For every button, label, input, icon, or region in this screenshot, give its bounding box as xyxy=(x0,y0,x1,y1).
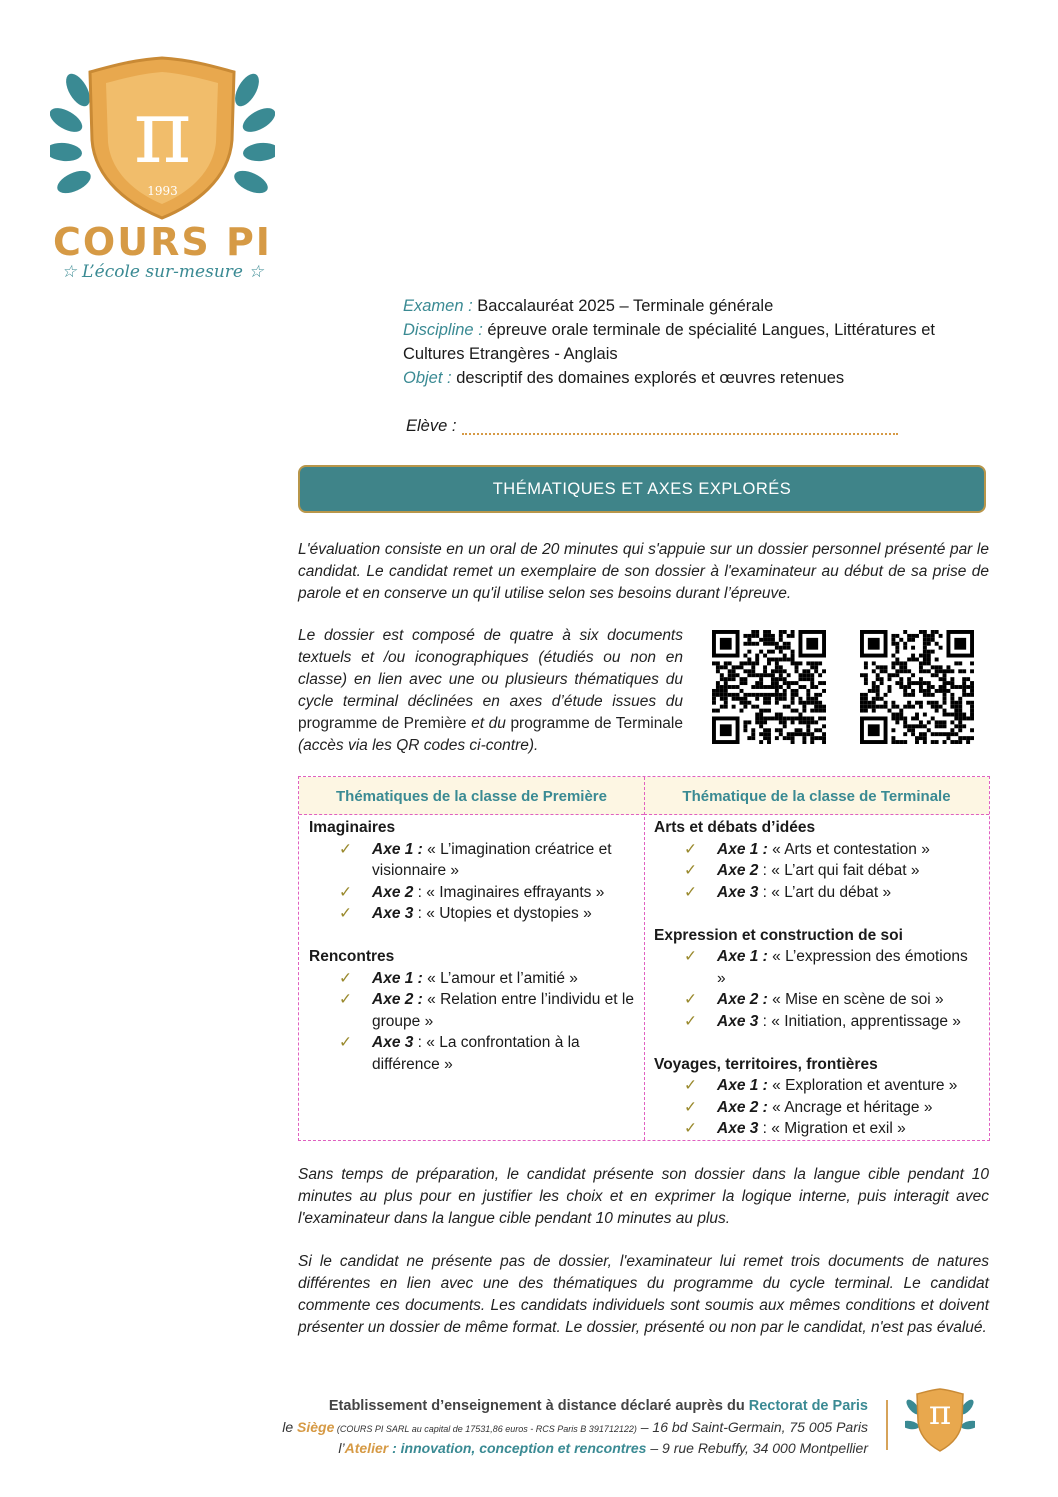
no-dossier-paragraph: Si le candidat ne présente pas de dossier, l'examinateur lui remet trois documents de natures différentes en lien avec une des thématiques du programme du cycle terminal. Le candidat commente ces documents. Les candidats individuels sont soumis aux mêmes conditions et doivent présenter un dossier de même format. Le dossier, présenté ou non par le candidat, n'est pas évalué. xyxy=(298,1253,989,1336)
discipline-value-1: épreuve orale terminale de spécialité Langues, Littératures et xyxy=(487,321,935,339)
object-value: descriptif des domaines explorés et œuvres retenues xyxy=(456,369,845,387)
check-icon: ✓ xyxy=(339,883,352,901)
premiere-column xyxy=(309,817,634,1075)
check-icon: ✓ xyxy=(684,948,697,965)
object-line xyxy=(403,366,844,390)
footer-text: le xyxy=(282,1419,297,1435)
siege-label: Siège xyxy=(297,1419,335,1435)
check-icon: ✓ xyxy=(339,969,352,987)
discipline-line xyxy=(403,318,935,342)
rectorat-label: Rectorat de Paris xyxy=(748,1398,868,1414)
presentation-paragraph: Sans temps de préparation, le candidat présente son dossier dans la langue cible pendant 10 minutes au plus pour en justifier les choix et en exprimer la logique interne, puis interagit avec l'examinateur dans la langue cible pendant 10 minutes au plus. xyxy=(298,1166,989,1227)
theme-title: Imaginaires xyxy=(309,819,396,836)
footer-line-3 xyxy=(338,1438,868,1458)
atelier-description: : innovation, conception et rencontres xyxy=(388,1440,647,1456)
footer-divider xyxy=(886,1400,888,1450)
dossier-paragraph xyxy=(298,625,683,757)
legal-info: (COURS PI SARL au capital de 17531,86 euros - RCS Paris B 391712122) xyxy=(334,1424,637,1434)
column-divider xyxy=(644,777,645,1140)
axe-item: ✓ Axe 2 : « L’art qui fait débat » xyxy=(654,860,979,882)
theme-title: Arts et débats d’idées xyxy=(654,819,816,836)
themes-table xyxy=(298,776,990,1141)
dossier-text-2: et du xyxy=(466,715,511,732)
theme-title: Voyages, territoires, frontières xyxy=(654,1055,878,1073)
object-label: Objet : xyxy=(403,369,452,387)
logo-year: 1993 xyxy=(147,184,178,198)
qr-code-premiere[interactable] xyxy=(712,630,826,744)
check-icon: ✓ xyxy=(339,905,352,922)
axe-item: ✓ Axe 1 : « L’imagination créatrice et visionnaire » xyxy=(339,840,612,879)
axe-item: ✓ Axe 1 : « Arts et contestation » xyxy=(654,839,979,861)
intro-paragraph: L'évaluation consiste en un oral de 20 minutes qui s'appuie sur un dossier personnel présenté par le candidat. Le candidat remet un exemplaire de son dossier à l'examinateur au début de sa prise de parole et en conserve un qu'il utilise selon ses besoins durant l’épreuve. xyxy=(298,541,989,602)
footer-pi-symbol: π xyxy=(928,1393,952,1433)
axe-item: ✓ Axe 2 : « Ancrage et héritage » xyxy=(654,1097,979,1119)
discipline-label: Discipline : xyxy=(403,321,483,339)
programme-terminale-link[interactable]: programme de Terminale xyxy=(510,715,683,732)
footer-line-1 xyxy=(329,1396,868,1416)
programme-premiere-link[interactable]: programme de Première xyxy=(298,715,467,732)
axe-item: ✓ Axe 1 : « L’expression des émotions » xyxy=(684,948,968,987)
axe-item: ✓ Axe 2 : « Mise en scène de soi » xyxy=(654,989,979,1011)
dossier-text-3: (accès via les QR codes ci-contre). xyxy=(298,737,539,754)
exam-value: Baccalauréat 2025 – Terminale générale xyxy=(477,297,774,315)
check-icon: ✓ xyxy=(339,840,352,858)
footer-text: l’ xyxy=(338,1440,345,1456)
exam-label: Examen : xyxy=(403,297,473,315)
axe-item: ✓ Axe 2 : « Relation entre l’individu et le groupe » xyxy=(339,991,634,1030)
logo-tagline: ☆ L’école sur-mesure ☆ xyxy=(61,262,264,282)
atelier-label: Atelier xyxy=(344,1440,389,1456)
check-icon: ✓ xyxy=(684,1077,697,1094)
check-icon: ✓ xyxy=(684,991,697,1008)
axe-item: ✓ Axe 3 : « Initiation, apprentissage » xyxy=(654,1011,979,1033)
check-icon: ✓ xyxy=(684,1098,697,1116)
siege-address: – 16 bd Saint-Germain, 75 005 Paris xyxy=(636,1419,868,1435)
footer-logo xyxy=(905,1385,975,1453)
student-name-line xyxy=(462,433,898,435)
axe-item: ✓ Axe 1 : « Exploration et aventure » xyxy=(654,1075,979,1097)
dossier-text-1: Le dossier est composé de quatre à six documents textuels et /ou iconographiques (étudiés ou non en classe) en lien avec une ou plusieurs thématiques du cycle terminal déclinées en axes d’étude issues du xyxy=(298,627,683,710)
axe-item: ✓ Axe 3 : « Migration et exil » xyxy=(654,1118,979,1140)
qr-code-terminale[interactable] xyxy=(860,630,974,744)
check-icon: ✓ xyxy=(684,1012,697,1030)
table-header-premiere: Thématiques de la classe de Première xyxy=(299,777,644,815)
axe-item: ✓ Axe 3 : « L’art du débat » xyxy=(654,882,979,904)
discipline-line-2: Cultures Etrangères - Anglais xyxy=(403,345,618,363)
check-icon: ✓ xyxy=(339,991,352,1008)
axe-item: ✓ Axe 3 : « Utopies et dystopies » xyxy=(309,903,634,925)
exam-line xyxy=(403,294,773,318)
pi-symbol: π xyxy=(133,80,192,183)
axe-item: ✓ Axe 1 : « L’amour et l’amitié » xyxy=(309,968,634,990)
student-label: Elève : xyxy=(406,417,457,435)
check-icon: ✓ xyxy=(339,1034,352,1051)
cours-pi-logo xyxy=(50,50,275,285)
footer-text: Etablissement d’enseignement à distance déclaré auprès du xyxy=(328,1398,749,1414)
check-icon: ✓ xyxy=(684,862,697,879)
atelier-address: – 9 rue Rebuffy, 34 000 Montpellier xyxy=(646,1440,868,1456)
section-banner: THÉMATIQUES ET AXES EXPLORÉS xyxy=(298,465,986,513)
axe-item: ✓ Axe 2 : « Imaginaires effrayants » xyxy=(309,882,634,904)
table-header-terminale: Thématique de la classe de Terminale xyxy=(644,777,989,815)
check-icon: ✓ xyxy=(684,883,697,901)
theme-title: Rencontres xyxy=(309,948,395,965)
check-icon: ✓ xyxy=(684,1120,697,1137)
logo-wordmark: COURS PI xyxy=(53,220,272,264)
check-icon: ✓ xyxy=(684,840,697,858)
terminale-column xyxy=(654,817,979,1140)
axe-item: ✓ Axe 3 : « La confrontation à la différence » xyxy=(339,1034,580,1073)
theme-title: Expression et construction de soi xyxy=(654,926,903,944)
footer-line-2 xyxy=(282,1417,868,1439)
